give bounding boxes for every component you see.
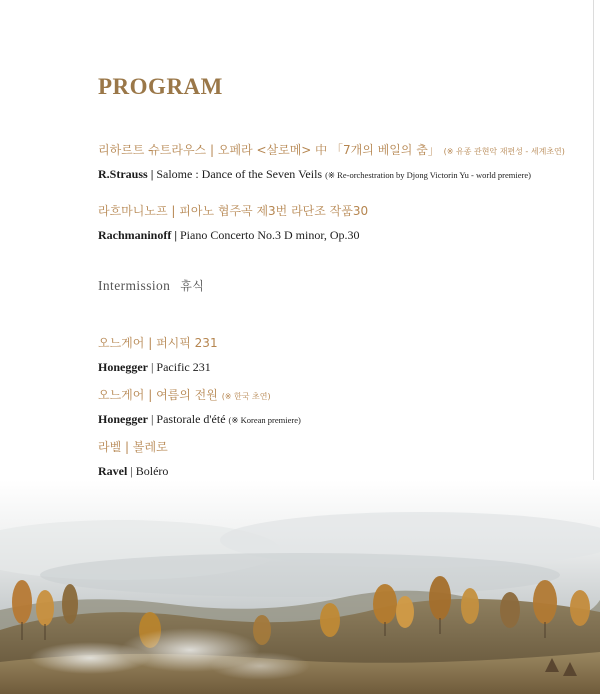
separator: | [151, 412, 154, 426]
separator: | [148, 388, 153, 402]
korean-line [98, 438, 168, 455]
program-item-ravel [98, 438, 168, 479]
en-title: Pacific 231 [156, 360, 211, 374]
en-title: Salome : Dance of the Seven Veils [156, 167, 323, 181]
separator: | [125, 440, 130, 454]
english-line [98, 167, 565, 182]
ko-note: (※ 유종 관현악 재편성 - 세계초연) [443, 147, 565, 156]
separator: | [209, 143, 215, 157]
korean-line [98, 386, 301, 403]
ko-note: (※ 한국 초연) [221, 392, 271, 401]
separator: | [171, 204, 176, 218]
autumn-landscape-photo [0, 480, 600, 694]
en-title: Boléro [135, 464, 169, 478]
page-title: PROGRAM [98, 74, 223, 99]
en-composer: Ravel [98, 464, 128, 478]
ko-composer: 리하르트 슈트라우스 [98, 143, 207, 157]
intermission-en: Intermission [98, 278, 171, 293]
program-item-honegger-pacific [98, 334, 218, 375]
ko-title: 피아노 협주곡 제3번 라단조 작품30 [179, 204, 369, 218]
en-title: Piano Concerto No.3 D minor, Op.30 [180, 228, 360, 242]
ko-composer: 오느게어 [98, 388, 145, 402]
separator: | [174, 228, 177, 242]
ko-composer: 라벨 [98, 440, 122, 454]
intermission-label [98, 277, 204, 294]
ko-title: 여름의 전원 [156, 388, 218, 402]
program-item-rachmaninoff [98, 202, 368, 243]
korean-line [98, 141, 565, 158]
en-composer: R.Strauss [98, 167, 148, 181]
program-item-honegger-pastorale [98, 386, 301, 427]
en-composer: Honegger [98, 360, 148, 374]
separator: | [150, 167, 154, 181]
en-title: Pastorale d'été [156, 412, 226, 426]
intermission-ko: 휴식 [180, 279, 205, 293]
program-item-strauss [98, 141, 565, 182]
en-composer: Honegger [98, 412, 148, 426]
english-line [98, 360, 218, 375]
en-composer: Rachmaninoff [98, 228, 172, 242]
korean-line [98, 202, 368, 219]
ko-composer: 오느게어 [98, 336, 145, 350]
separator: | [130, 464, 133, 478]
separator: | [151, 360, 154, 374]
landscape-illustration [0, 480, 600, 694]
english-line [98, 464, 168, 479]
korean-line [98, 334, 218, 351]
en-note: (※ Re-orchestration by Djong Victorin Yu - world premiere) [325, 170, 531, 180]
english-line [98, 228, 368, 243]
ko-title: 퍼시픽 231 [156, 336, 218, 350]
ko-title: 오페라 <살로메> 中 「7개의 베일의 춤」 [217, 143, 440, 157]
english-line [98, 412, 301, 427]
en-note: (※ Korean premiere) [228, 415, 301, 425]
separator: | [148, 336, 153, 350]
ko-composer: 라흐마니노프 [98, 204, 168, 218]
ko-title: 볼레로 [132, 440, 168, 454]
